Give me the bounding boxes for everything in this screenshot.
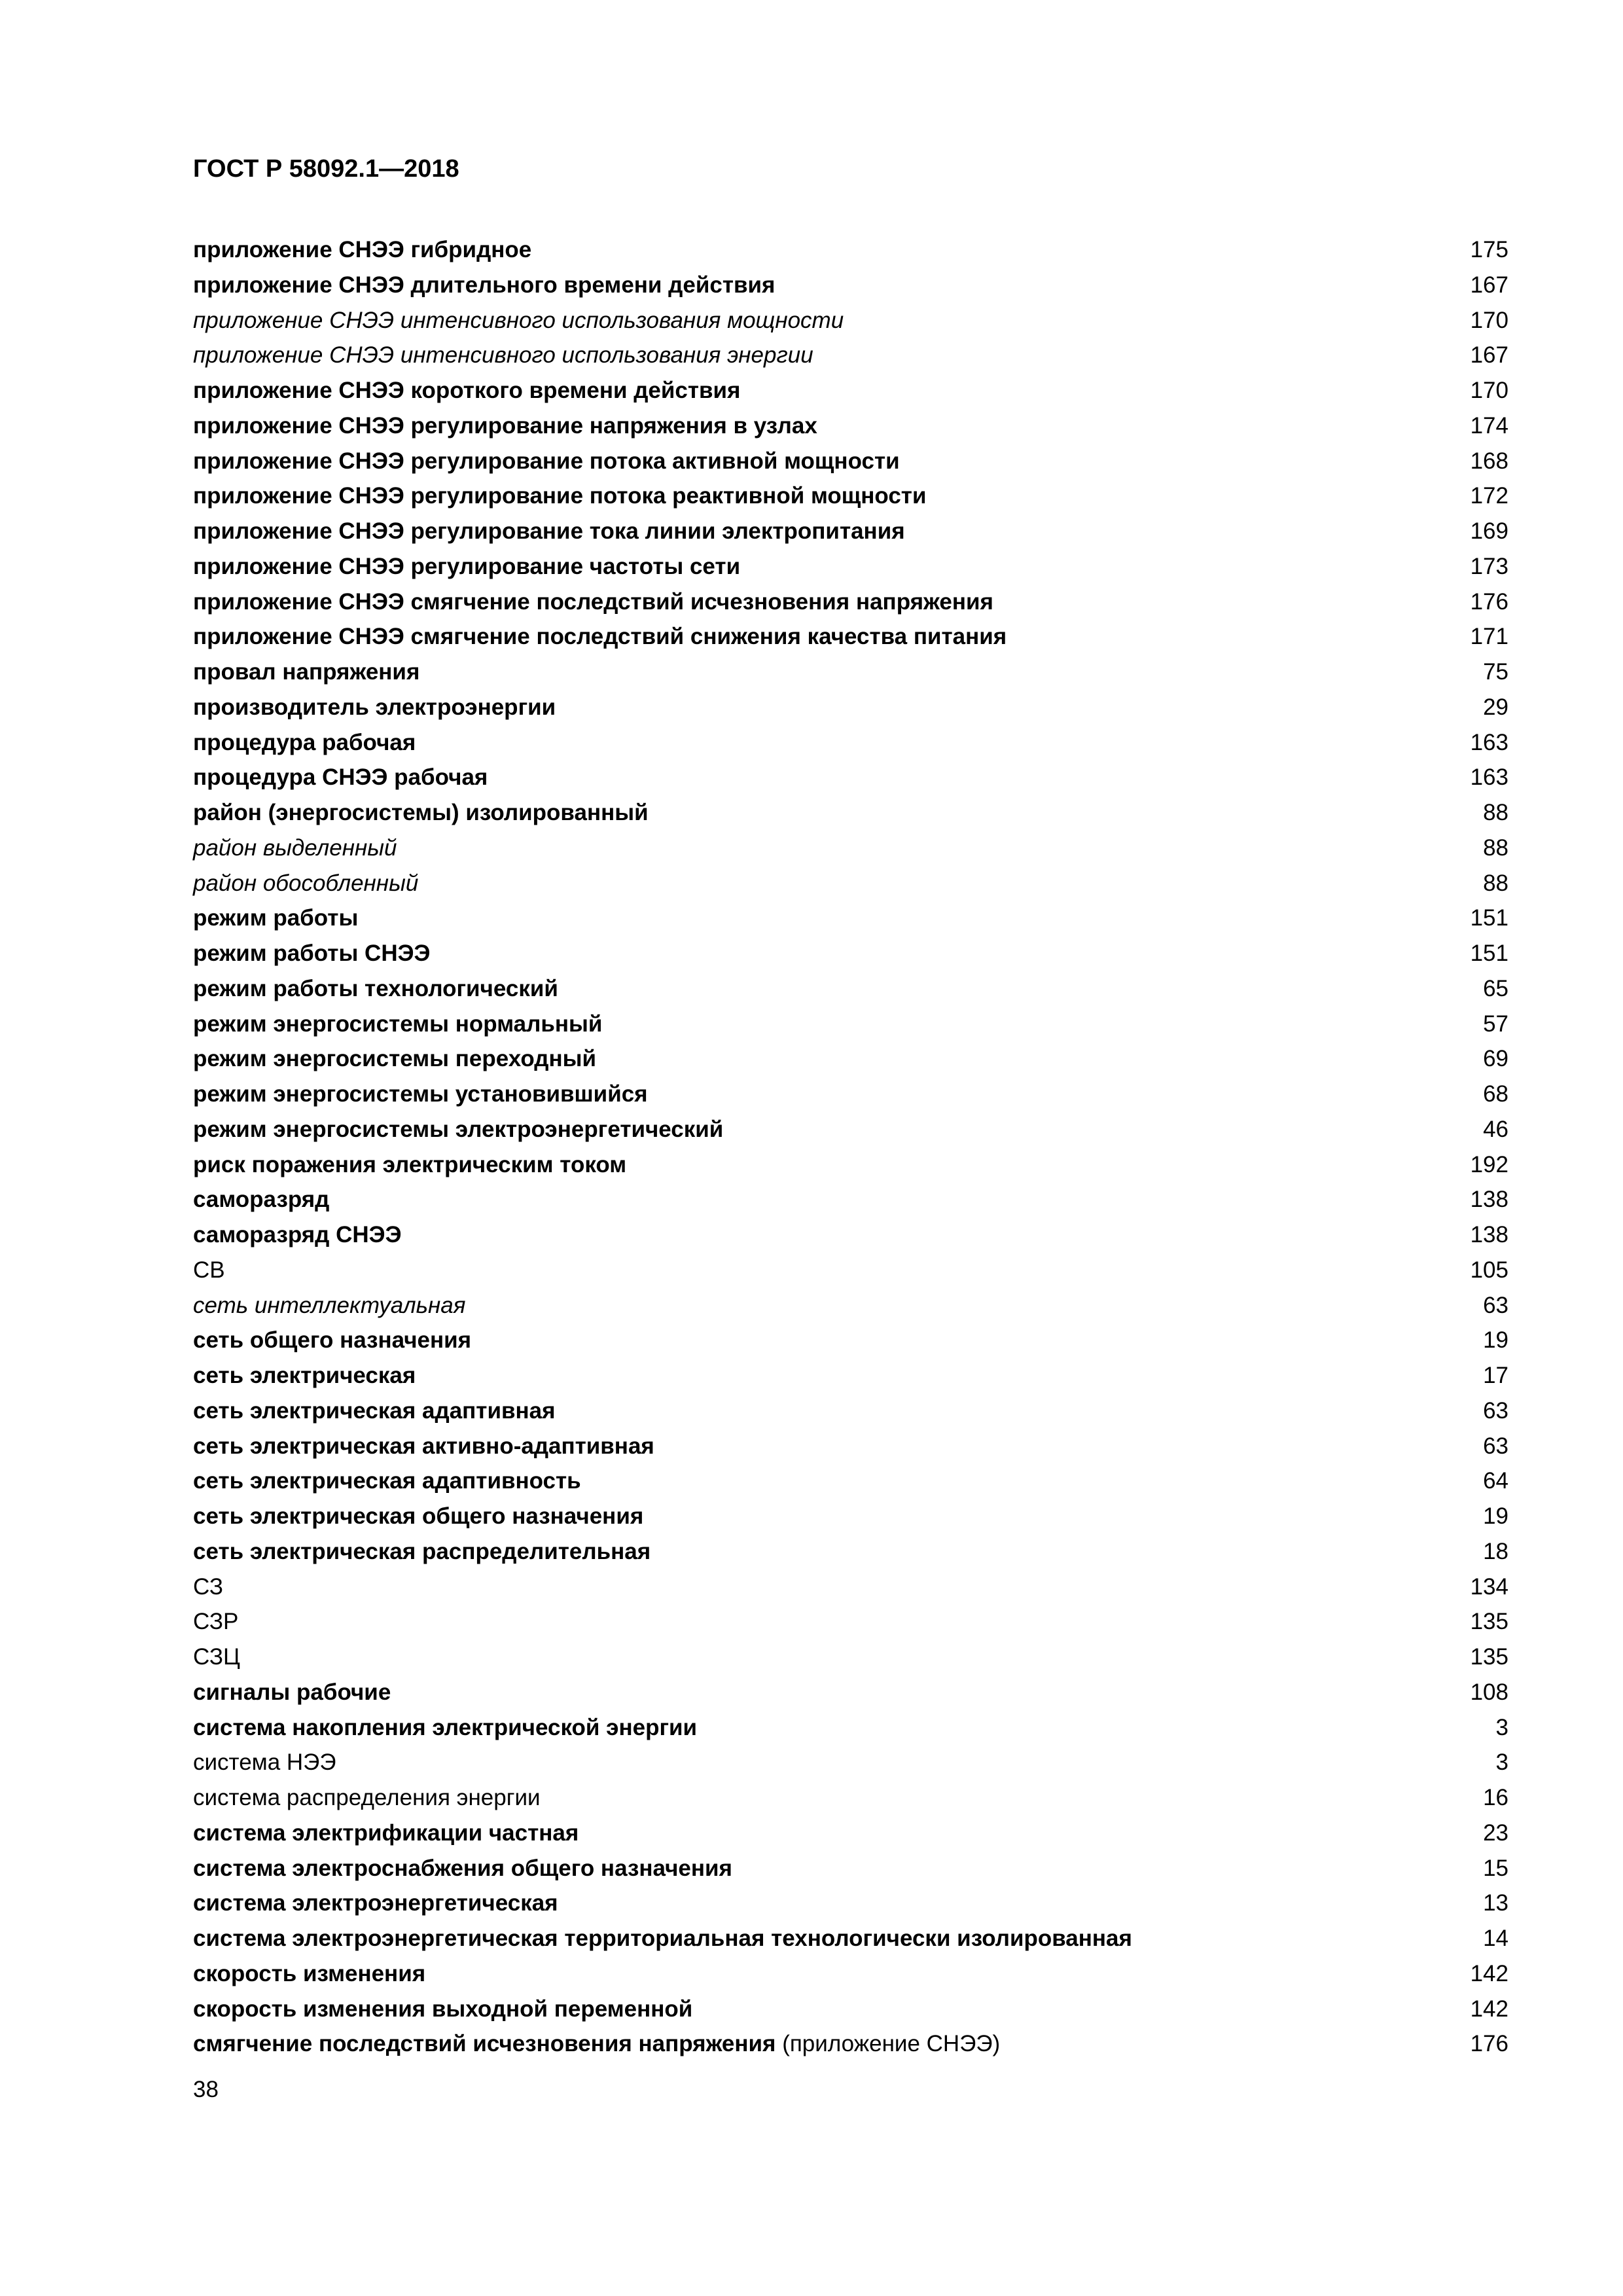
index-entry bbox=[193, 338, 1508, 373]
index-entry bbox=[193, 1112, 1508, 1147]
index-term bbox=[193, 584, 993, 620]
index-page-ref: 163 bbox=[1470, 764, 1508, 791]
index-term-text: сеть электрическая общего назначения bbox=[193, 1503, 644, 1529]
index-page-ref: 65 bbox=[1483, 975, 1508, 1001]
index-term bbox=[193, 901, 358, 936]
index-term-text: сеть электрическая адаптивность bbox=[193, 1468, 581, 1494]
index-entry bbox=[193, 1816, 1508, 1851]
index-entry bbox=[193, 1499, 1508, 1534]
index-page-ref: 151 bbox=[1470, 941, 1508, 966]
index-term bbox=[193, 1534, 651, 1570]
index-entry bbox=[193, 1463, 1508, 1499]
index-page-ref: 29 bbox=[1483, 694, 1508, 720]
index-page-ref: 170 bbox=[1470, 307, 1508, 333]
index-entry bbox=[193, 478, 1508, 514]
index-term bbox=[193, 866, 418, 901]
index-term-text: сеть общего назначения bbox=[193, 1327, 472, 1354]
index-term-text: режим энергосистемы электроэнергетический bbox=[193, 1116, 724, 1142]
index-entry bbox=[193, 303, 1508, 338]
index-page-ref: 167 bbox=[1470, 342, 1508, 368]
index-entry bbox=[193, 1675, 1508, 1710]
index-term bbox=[193, 725, 416, 761]
index-term-text: риск поражения электрическим током bbox=[193, 1151, 627, 1177]
index-term bbox=[193, 514, 905, 549]
index-entry bbox=[193, 1710, 1508, 1746]
index-term bbox=[193, 268, 775, 303]
index-term bbox=[193, 444, 900, 479]
index-term-text: СЗ bbox=[193, 1573, 224, 1600]
index-term bbox=[193, 1780, 541, 1816]
index-term bbox=[193, 1077, 648, 1112]
index-term-text: скорость изменения выходной переменной bbox=[193, 1996, 693, 2022]
index-term bbox=[193, 478, 926, 514]
index-page-ref: 142 bbox=[1470, 1960, 1508, 1986]
index-entry bbox=[193, 232, 1508, 268]
index-entry bbox=[193, 1956, 1508, 1992]
index-page-ref: 13 bbox=[1483, 1890, 1508, 1916]
index-entry bbox=[193, 1393, 1508, 1429]
index-term-text: система электрификации частная bbox=[193, 1820, 579, 1846]
index-entry bbox=[193, 901, 1508, 936]
index-term bbox=[193, 795, 649, 831]
index-page-ref: 176 bbox=[1470, 588, 1508, 615]
index-term bbox=[193, 1463, 581, 1499]
index-page-ref: 108 bbox=[1470, 1679, 1508, 1705]
index-entry bbox=[193, 1534, 1508, 1570]
index-entry bbox=[193, 831, 1508, 866]
index-term-text: провал напряжения bbox=[193, 659, 420, 685]
index-term-text: режим энергосистемы нормальный bbox=[193, 1011, 603, 1037]
index-page-ref: 15 bbox=[1483, 1855, 1508, 1881]
index-term-text: приложение СНЭЭ регулирование частоты сети bbox=[193, 553, 741, 579]
index-page-ref: 171 bbox=[1470, 624, 1508, 650]
index-page-ref: 3 bbox=[1495, 1749, 1508, 1776]
index-term-text: режим работы bbox=[193, 905, 359, 931]
index-page-ref: 142 bbox=[1470, 1996, 1508, 2022]
index-entry bbox=[193, 373, 1508, 408]
index-entry bbox=[193, 1182, 1508, 1217]
index-term-text: система электроэнергетическая bbox=[193, 1890, 558, 1916]
index-term bbox=[193, 303, 844, 338]
index-term bbox=[193, 619, 1007, 655]
index-term-text: приложение СНЭЭ регулирование потока реактивной мощности bbox=[193, 483, 927, 509]
index-page-ref: 88 bbox=[1483, 834, 1508, 861]
index-page-ref: 3 bbox=[1495, 1714, 1508, 1740]
index-entry bbox=[193, 1992, 1508, 2027]
index-entry bbox=[193, 1745, 1508, 1780]
index-entry bbox=[193, 1288, 1508, 1323]
index-page-ref: 19 bbox=[1483, 1503, 1508, 1529]
index-page-ref: 174 bbox=[1470, 412, 1508, 439]
index-term bbox=[193, 1041, 596, 1077]
index-page-ref: 57 bbox=[1483, 1011, 1508, 1037]
index-term bbox=[193, 831, 397, 866]
index-term bbox=[193, 1956, 425, 1992]
index-term bbox=[193, 1288, 465, 1323]
index-term bbox=[193, 1745, 336, 1780]
index-term bbox=[193, 1499, 643, 1534]
index-entry bbox=[193, 268, 1508, 303]
index-term bbox=[193, 2026, 1000, 2062]
index-term-text: система распределения энергии bbox=[193, 1785, 541, 1810]
index-page-ref: 173 bbox=[1470, 553, 1508, 579]
index-term bbox=[193, 1182, 329, 1217]
index-page-ref: 69 bbox=[1483, 1046, 1508, 1072]
index-term bbox=[193, 1675, 391, 1710]
index-term-text: приложение СНЭЭ гибридное bbox=[193, 237, 532, 262]
index-page-ref: 134 bbox=[1470, 1573, 1508, 1600]
index-page-ref: 151 bbox=[1470, 905, 1508, 931]
index-page-ref: 17 bbox=[1483, 1363, 1508, 1388]
index-term-qualifier: (приложение СНЭЭ) bbox=[776, 2031, 1001, 2057]
index-term-text: приложение СНЭЭ регулирование напряжения в узлах bbox=[193, 412, 817, 439]
page-number: 38 bbox=[193, 2077, 219, 2102]
index-page-ref: 135 bbox=[1470, 1609, 1508, 1635]
index-page-ref: 63 bbox=[1483, 1292, 1508, 1318]
index-entry bbox=[193, 866, 1508, 901]
index-term bbox=[193, 1217, 401, 1253]
index-term bbox=[193, 1358, 416, 1393]
index-entry bbox=[193, 1780, 1508, 1816]
index-page-ref: 168 bbox=[1470, 448, 1508, 474]
index-entry bbox=[193, 1886, 1508, 1921]
index-term-text: район обособленный bbox=[193, 870, 419, 896]
index-term bbox=[193, 1323, 471, 1358]
index-term-text: приложение СНЭЭ интенсивного использования мощности bbox=[193, 307, 844, 333]
index-page-ref: 163 bbox=[1470, 729, 1508, 755]
index-entry bbox=[193, 1429, 1508, 1464]
document-header: ГОСТ Р 58092.1—2018 bbox=[193, 155, 459, 183]
index-term-text: система электроэнергетическая территориальная технологически изолированная bbox=[193, 1926, 1132, 1951]
index-term bbox=[193, 760, 488, 795]
index-entry bbox=[193, 2026, 1508, 2062]
index-term bbox=[193, 1816, 579, 1851]
index-page-ref: 175 bbox=[1470, 237, 1508, 262]
index-term bbox=[193, 1570, 223, 1605]
index-term-text: приложение СНЭЭ смягчение последствий снижения качества питания bbox=[193, 624, 1007, 650]
index-page-ref: 64 bbox=[1483, 1468, 1508, 1494]
index-term bbox=[193, 1147, 626, 1183]
index-page-ref: 138 bbox=[1470, 1222, 1508, 1247]
index-term bbox=[193, 1007, 602, 1042]
index-page-ref: 169 bbox=[1470, 518, 1508, 544]
index-entry bbox=[193, 971, 1508, 1007]
index-term bbox=[193, 690, 556, 725]
index-term-text: сеть электрическая адаптивная bbox=[193, 1397, 556, 1424]
index-entry bbox=[193, 1217, 1508, 1253]
index-term bbox=[193, 1710, 697, 1746]
index-term-text: СЗЦ bbox=[193, 1644, 240, 1670]
index-entry bbox=[193, 1323, 1508, 1358]
index-term-text: приложение СНЭЭ смягчение последствий исчезновения напряжения bbox=[193, 588, 993, 615]
index-page-ref: 176 bbox=[1470, 2031, 1508, 2057]
index-page-ref: 88 bbox=[1483, 800, 1508, 825]
index-term bbox=[193, 408, 817, 444]
index-term bbox=[193, 1393, 556, 1429]
index-term bbox=[193, 936, 430, 971]
index-page-ref: 14 bbox=[1483, 1926, 1508, 1951]
index-entry bbox=[193, 584, 1508, 620]
index-term bbox=[193, 1429, 654, 1464]
index-term bbox=[193, 338, 813, 373]
index-page-ref: 138 bbox=[1470, 1187, 1508, 1213]
index-term-text: приложение СНЭЭ регулирование тока линии электропитания bbox=[193, 518, 905, 544]
index-term-text: смягчение последствий исчезновения напряжения bbox=[193, 2031, 776, 2057]
index-term-text: район (энергосистемы) изолированный bbox=[193, 800, 649, 825]
index-page-ref: 63 bbox=[1483, 1397, 1508, 1424]
index-entry bbox=[193, 795, 1508, 831]
index-entry bbox=[193, 1851, 1508, 1886]
index-entry bbox=[193, 936, 1508, 971]
index-term-text: саморазряд СНЭЭ bbox=[193, 1222, 402, 1247]
index-entry bbox=[193, 444, 1508, 479]
index-term-text: процедура рабочая bbox=[193, 729, 416, 755]
index-entry bbox=[193, 619, 1508, 655]
index-entry bbox=[193, 655, 1508, 690]
index-entry bbox=[193, 690, 1508, 725]
index-term-text: район выделенный bbox=[193, 834, 397, 861]
index-entry bbox=[193, 1147, 1508, 1183]
index-term-text: система электроснабжения общего назначения bbox=[193, 1855, 732, 1881]
index-term bbox=[193, 232, 531, 268]
index-entry bbox=[193, 1077, 1508, 1112]
index-term-text: режим работы технологический bbox=[193, 975, 558, 1001]
index-term bbox=[193, 1851, 732, 1886]
index-term-text: скорость изменения bbox=[193, 1960, 426, 1986]
index-term-text: СЗР bbox=[193, 1609, 239, 1635]
index-entry bbox=[193, 408, 1508, 444]
index-page-ref: 19 bbox=[1483, 1327, 1508, 1354]
index-entry bbox=[193, 760, 1508, 795]
index-term bbox=[193, 1112, 723, 1147]
index-term-text: система накопления электрической энергии bbox=[193, 1714, 698, 1740]
index-term bbox=[193, 1992, 692, 2027]
index-page-ref: 18 bbox=[1483, 1538, 1508, 1564]
index-entry bbox=[193, 1041, 1508, 1077]
index-term bbox=[193, 1253, 225, 1288]
index-term-text: сигналы рабочие bbox=[193, 1679, 391, 1705]
index-entry bbox=[193, 725, 1508, 761]
index-term-text: система НЭЭ bbox=[193, 1749, 336, 1776]
index-term bbox=[193, 1886, 558, 1921]
index-entry bbox=[193, 1358, 1508, 1393]
index-entry bbox=[193, 514, 1508, 549]
index-page-ref: 16 bbox=[1483, 1785, 1508, 1810]
index-term-text: сеть электрическая распределительная bbox=[193, 1538, 651, 1564]
index-term-text: сеть интеллектуальная bbox=[193, 1292, 466, 1318]
index-page-ref: 46 bbox=[1483, 1116, 1508, 1142]
index-term-text: режим энергосистемы переходный bbox=[193, 1046, 597, 1072]
index-term-text: режим работы СНЭЭ bbox=[193, 941, 431, 966]
index-term-text: режим энергосистемы установившийся bbox=[193, 1081, 648, 1107]
index-entry bbox=[193, 1253, 1508, 1288]
index-page-ref: 63 bbox=[1483, 1433, 1508, 1459]
index-term bbox=[193, 1640, 240, 1675]
index-term-text: приложение СНЭЭ длительного времени действия bbox=[193, 272, 776, 298]
index-term-text: приложение СНЭЭ короткого времени действия bbox=[193, 378, 741, 403]
index-page-ref: 135 bbox=[1470, 1644, 1508, 1670]
index-term-text: сеть электрическая bbox=[193, 1363, 416, 1388]
index-page-ref: 75 bbox=[1483, 659, 1508, 685]
index-page-ref: 68 bbox=[1483, 1081, 1508, 1107]
index-list bbox=[193, 232, 1508, 2062]
index-term-text: саморазряд bbox=[193, 1187, 330, 1213]
index-page-ref: 167 bbox=[1470, 272, 1508, 298]
index-term bbox=[193, 971, 558, 1007]
index-term bbox=[193, 1921, 1132, 1956]
index-term-text: сеть электрическая активно-адаптивная bbox=[193, 1433, 654, 1459]
index-term-text: СВ bbox=[193, 1257, 225, 1283]
index-term bbox=[193, 655, 419, 690]
index-entry bbox=[193, 1640, 1508, 1675]
index-term-text: приложение СНЭЭ интенсивного использования энергии bbox=[193, 342, 813, 368]
index-term bbox=[193, 373, 740, 408]
index-entry bbox=[193, 1570, 1508, 1605]
index-page-ref: 105 bbox=[1470, 1257, 1508, 1283]
index-term-text: производитель электроэнергии bbox=[193, 694, 556, 720]
index-page-ref: 23 bbox=[1483, 1820, 1508, 1846]
index-entry bbox=[193, 549, 1508, 584]
index-entry bbox=[193, 1921, 1508, 1956]
index-page-ref: 170 bbox=[1470, 378, 1508, 403]
index-page-ref: 88 bbox=[1483, 870, 1508, 896]
index-term-text: приложение СНЭЭ регулирование потока активной мощности bbox=[193, 448, 900, 474]
index-term bbox=[193, 1604, 238, 1640]
index-term-text: процедура СНЭЭ рабочая bbox=[193, 764, 488, 791]
index-term bbox=[193, 549, 740, 584]
index-page-ref: 172 bbox=[1470, 483, 1508, 509]
index-entry bbox=[193, 1604, 1508, 1640]
index-page-ref: 192 bbox=[1470, 1151, 1508, 1177]
index-entry bbox=[193, 1007, 1508, 1042]
